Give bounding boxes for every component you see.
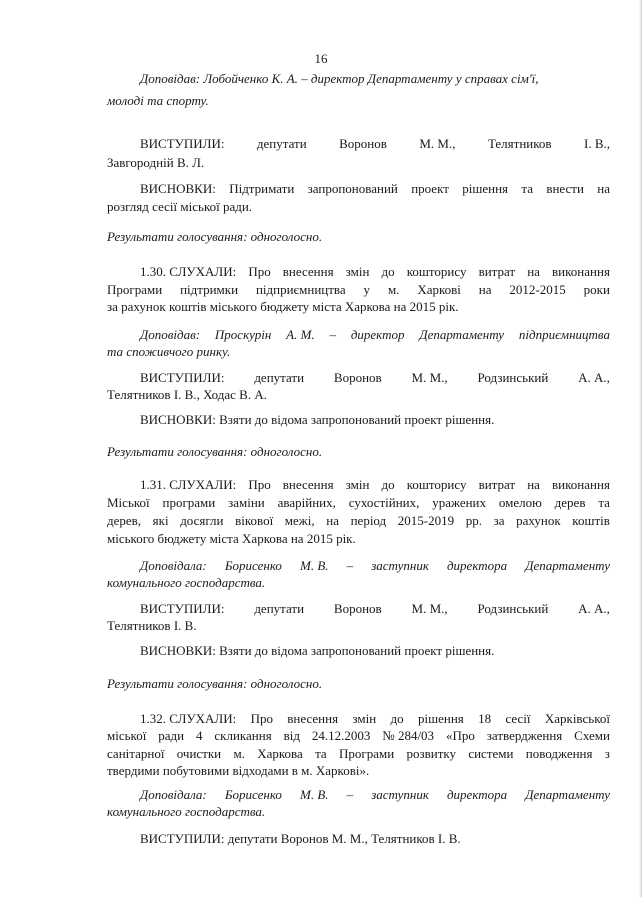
word: та [315, 746, 327, 761]
voting-result [107, 443, 322, 461]
word: Результати голосування: одноголосно. [107, 444, 323, 459]
word: омелою [498, 495, 542, 510]
word: Родзинський [477, 601, 549, 616]
word: Борисенко [224, 558, 282, 573]
word: Міської [107, 495, 150, 510]
word: – [346, 787, 354, 802]
word: Телятников І. В., Ходас В. А. [107, 387, 267, 402]
word: витрат [478, 477, 516, 492]
word: ВИСТУПИЛИ: [140, 136, 225, 151]
speakers-line [140, 135, 610, 153]
word: на [326, 513, 339, 528]
word: ВИСТУПИЛИ: [140, 370, 225, 385]
speakers-line [140, 600, 610, 618]
word: Департаменту [525, 558, 610, 573]
word: ВИСТУПИЛИ: [140, 601, 225, 616]
word: М. В. [300, 787, 329, 802]
rapporteur-line [140, 70, 614, 88]
word: ВИСНОВКИ: [140, 181, 216, 196]
speakers-line [140, 369, 610, 387]
agenda-item-line [107, 727, 610, 745]
word: ВИСНОВКИ: Взяти до відома запропонований проект рішення. [140, 412, 495, 427]
word: Департаменту [525, 787, 610, 802]
word: директора [446, 558, 508, 573]
word: депутати [254, 601, 305, 616]
agenda-item-1-32 [140, 710, 610, 728]
word: 1.31. СЛУХАЛИ: [140, 477, 237, 492]
word: М. В. [300, 558, 329, 573]
word: рішення [417, 711, 464, 726]
word: змін [345, 477, 370, 492]
speakers-line [107, 617, 197, 635]
word: молоді та спорту. [107, 93, 209, 108]
word: період [350, 513, 387, 528]
word: Схеми [574, 728, 610, 743]
word: ВИСНОВКИ: Взяти до відома запропонований проект рішення. [140, 643, 495, 658]
word: та [598, 495, 610, 510]
agenda-item-line [107, 494, 610, 512]
voting-result [107, 228, 322, 246]
word: сухостійних, [348, 495, 420, 510]
agenda-item-line [107, 762, 369, 780]
word: заміни [228, 495, 265, 510]
agenda-item-line [107, 298, 459, 316]
word: Харкові [417, 282, 461, 297]
word: розгляд сесії міської ради. [107, 199, 253, 214]
word: директор [350, 327, 405, 342]
word: депутати [256, 136, 307, 151]
word: М. М., [411, 601, 448, 616]
word: Харківської [544, 711, 610, 726]
rapporteur-line [107, 803, 265, 821]
speakers-line [140, 830, 461, 848]
rapporteur-line [140, 326, 610, 344]
word: 18 [478, 711, 492, 726]
word: ради [158, 728, 185, 743]
word: за рахунок коштів міського бюджету міста Харкова на 2015 рік. [107, 299, 459, 314]
word: та [521, 181, 533, 196]
word: поводження [525, 746, 593, 761]
agenda-item-line [107, 512, 610, 530]
agenda-item-line [107, 530, 356, 548]
word: затвердження [486, 728, 563, 743]
word: коштів [572, 513, 610, 528]
voting-result [107, 675, 322, 693]
rapporteur-line [107, 92, 209, 110]
word: М. М., [411, 370, 448, 385]
agenda-item-1-31 [140, 476, 610, 494]
word: до [390, 711, 404, 726]
word: Результати голосування: одноголосно. [107, 229, 323, 244]
word: Борисенко [224, 787, 282, 802]
word: Доповідала: [140, 787, 207, 802]
word: 1.32. СЛУХАЛИ: [140, 711, 237, 726]
word: до [381, 477, 395, 492]
word: підтримки [180, 282, 239, 297]
word: проект [411, 181, 449, 196]
word: Телятников І. В. [107, 618, 197, 633]
word: комунального господарства. [107, 804, 266, 819]
word: Про [248, 264, 271, 279]
word: виконання [552, 477, 610, 492]
word: А. М. [286, 327, 315, 342]
word: програми [162, 495, 216, 510]
word: Результати голосування: одноголосно. [107, 676, 323, 691]
rapporteur-line [140, 786, 610, 804]
word: – [329, 327, 336, 342]
agenda-item-1-30 [140, 263, 610, 281]
word: кошторису [406, 477, 467, 492]
word: № 284/03 [382, 728, 435, 743]
word: на [527, 264, 540, 279]
page-number: 16 [314, 51, 328, 66]
word: Програми [107, 282, 163, 297]
word: уражених [432, 495, 486, 510]
word: які [152, 513, 169, 528]
conclusion-line [140, 180, 610, 198]
word: санітарної [107, 746, 165, 761]
word: системи [468, 746, 514, 761]
word: заступник [371, 787, 429, 802]
rapporteur-line [107, 343, 230, 361]
word: розвитку [406, 746, 457, 761]
word: виконання [552, 264, 610, 279]
word: змін [345, 264, 370, 279]
word: Доповідала: [140, 558, 207, 573]
word: Телятников [487, 136, 552, 151]
word: змін [352, 711, 377, 726]
word: підприємництва [518, 327, 610, 342]
agenda-item-line [107, 745, 610, 763]
word: міського бюджету міста Харкова на 2015 рік. [107, 531, 356, 546]
word: підприємництва [255, 282, 346, 297]
word: досягли [180, 513, 224, 528]
word: за [493, 513, 505, 528]
word: рр. [465, 513, 482, 528]
word: Воронов [333, 601, 382, 616]
word: внесення [282, 264, 334, 279]
word: Доповідав: [140, 327, 201, 342]
word: дерев, [107, 513, 142, 528]
word: твердими побутовими відходами в м. Харкові». [107, 763, 370, 778]
word: на [478, 282, 492, 297]
word: депутати [254, 370, 305, 385]
word: заступник [371, 558, 429, 573]
word: директора [446, 787, 508, 802]
word: Харкова [257, 746, 303, 761]
word: та споживчого ринку. [107, 344, 231, 359]
word: вікової [235, 513, 274, 528]
word: з [604, 746, 610, 761]
word: до [381, 264, 395, 279]
word: Воронов [333, 370, 382, 385]
word: кошторису [406, 264, 467, 279]
word: Родзинський [477, 370, 549, 385]
rapporteur-line [140, 557, 610, 575]
word: А. А., [578, 370, 610, 385]
speakers-line [107, 154, 204, 172]
word: витрат [478, 264, 516, 279]
word: скликання [214, 728, 272, 743]
word: рахунок [516, 513, 561, 528]
word: внесення [282, 477, 334, 492]
word: Проскурін [214, 327, 272, 342]
word: Воронов [339, 136, 387, 151]
word: межі, [284, 513, 315, 528]
word: 2012-2015 [509, 282, 566, 297]
word: рішення [462, 181, 509, 196]
word: 24.12.2003 [311, 728, 371, 743]
word: на [597, 181, 610, 196]
word: Доповідав: Лобойченко К. А. – директор Департаменту у справах сім'ї, [140, 71, 539, 86]
word: сесії [505, 711, 531, 726]
word: у [363, 282, 371, 297]
word: 1.30. СЛУХАЛИ: [140, 264, 237, 279]
word: м. [387, 282, 400, 297]
conclusion-line [107, 198, 252, 216]
word: комунального господарства. [107, 575, 266, 590]
word: «Про [445, 728, 475, 743]
word: А. А., [578, 601, 610, 616]
word: І. В., [583, 136, 610, 151]
word: роки [583, 282, 610, 297]
word: – [346, 558, 354, 573]
word: Про [250, 711, 273, 726]
word: ВИСТУПИЛИ: депутати Воронов М. М., Телятников І. В. [140, 831, 461, 846]
rapporteur-line [107, 574, 265, 592]
word: дерев [554, 495, 586, 510]
word: очистки [176, 746, 222, 761]
word: Департаменту [419, 327, 505, 342]
word: міської [107, 728, 147, 743]
conclusion-line [140, 642, 494, 660]
word: аварійних, [277, 495, 336, 510]
word: Про [248, 477, 271, 492]
word: 4 [195, 728, 203, 743]
word: на [527, 477, 540, 492]
word: Програми [339, 746, 395, 761]
conclusion-line [140, 411, 494, 429]
word: Підтримати [229, 181, 295, 196]
agenda-item-line [107, 281, 610, 299]
word: М. М., [419, 136, 456, 151]
word: внести [546, 181, 584, 196]
word: Завгородній В. Л. [107, 155, 205, 170]
word: 2015-2019 [397, 513, 455, 528]
word: запропонований [307, 181, 398, 196]
word: м. [233, 746, 245, 761]
word: внесення [287, 711, 339, 726]
word: від [283, 728, 300, 743]
speakers-line [107, 386, 267, 404]
